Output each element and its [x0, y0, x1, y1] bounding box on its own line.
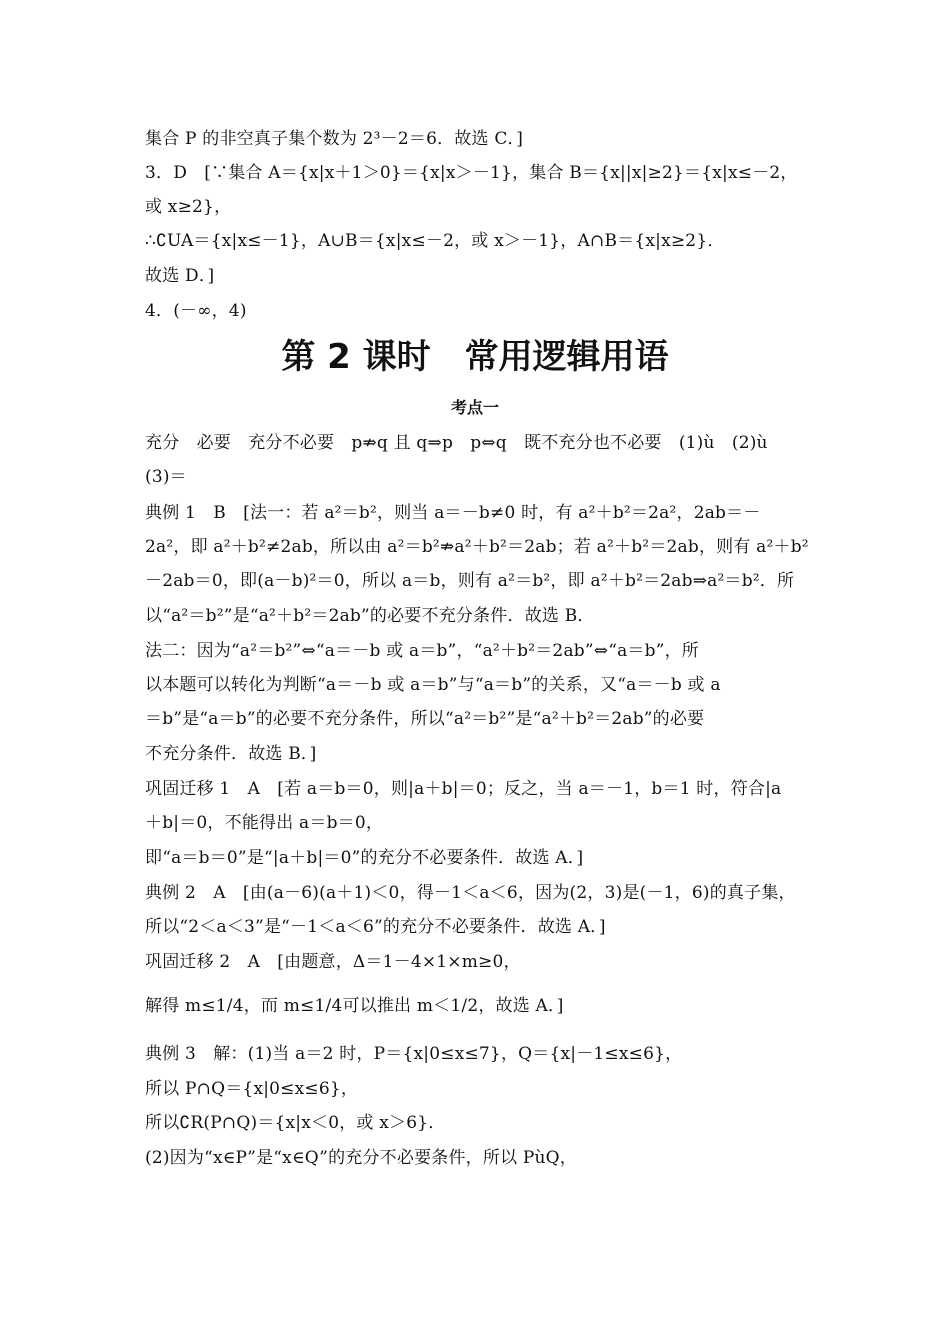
- text-line: 不充分条件．故选 B．]: [145, 744, 317, 764]
- text-line: ＝b”是“a＝b”的必要不充分条件，所以“a²＝b²”是“a²＋b²＝2ab”的必要: [145, 709, 705, 729]
- text-line: 即“a＝b＝0”是“|a＋b|＝0”的充分不必要条件．故选 A．]: [145, 848, 584, 868]
- text-line: 集合 P 的非空真子集个数为 2³－2＝6．故选 C．]: [145, 129, 524, 149]
- text-line: 3．D [∵集合 A＝{x|x＋1＞0}＝{x|x＞－1}，集合 B＝{x||x|≥2}＝{x|x≤－2，: [145, 163, 798, 183]
- text-line: 解得 m≤1/4，而 m≤1/4可以推出 m＜1/2，故选 A．]: [145, 996, 564, 1016]
- text-line: 所以“2＜a＜3”是“－1＜a＜6”的充分不必要条件．故选 A．]: [145, 917, 606, 937]
- text-line: 以“a²＝b²”是“a²＋b²＝2ab”的必要不充分条件．故选 B．: [145, 606, 595, 626]
- text-line: 4．(－∞，4): [145, 301, 247, 321]
- text-line: －2ab＝0，即(a－b)²＝0，所以 a＝b，则有 a²＝b²，即 a²＋b²＝2ab⇒a²＝b²．所: [145, 571, 795, 591]
- text-line: ∴∁UA＝{x|x≤－1}，A∪B＝{x|x≤－2，或 x＞－1}，A∩B＝{x|x≥2}．: [145, 231, 725, 251]
- text-line: 所以 P∩Q＝{x|0≤x≤6}，: [145, 1079, 359, 1099]
- text-line: 故选 D．]: [145, 266, 215, 286]
- text-line: 以本题可以转化为判断“a＝－b 或 a＝b”与“a＝b”的关系，又“a＝－b 或 a: [145, 675, 721, 695]
- text-line: 典例 2 A [由(a－6)(a＋1)＜0，得－1＜a＜6，因为(2，3)是(－1，6)的真子集，: [145, 883, 796, 903]
- text-line: 2a²，即 a²＋b²≠2ab，所以由 a²＝b²⇏a²＋b²＝2ab；若 a²＋b²＝2ab，则有 a²＋b²: [145, 537, 809, 557]
- text-line: 巩固迁移 2 A [由题意，Δ＝1－4×1×m≥0，: [145, 952, 521, 972]
- text-line: 巩固迁移 1 A [若 a＝b＝0，则|a＋b|＝0；反之，当 a＝－1，b＝1 时，符合|a: [145, 779, 782, 799]
- text-line: 充分 必要 充分不必要 p⇏q 且 q⇒p p⇔q 既不充分也不必要 (1)ù (2)ù: [145, 433, 768, 453]
- text-line: ＋b|＝0，不能得出 a＝b＝0，: [145, 813, 384, 833]
- text-line: 典例 1 B [法一：若 a²＝b²，则当 a＝－b≠0 时，有 a²＋b²＝2a²，2ab＝－: [145, 503, 761, 523]
- text-line: (2)因为“x∈P”是“x∈Q”的充分不必要条件，所以 PùQ，: [145, 1148, 578, 1168]
- text-line: 或 x≥2}，: [145, 197, 232, 217]
- text-line: 法二：因为“a²＝b²”⇔“a＝－b 或 a＝b”，“a²＋b²＝2ab”⇔“a＝b”，所: [145, 641, 700, 661]
- lesson-title: 第 2 课时 常用逻辑用语: [281, 337, 669, 377]
- section-heading: 考点一: [450, 398, 499, 417]
- text-line: (3)＝: [145, 467, 187, 487]
- text-line: 所以∁R(P∩Q)＝{x|x＜0，或 x＞6}．: [145, 1113, 446, 1133]
- text-line: 典例 3 解：(1)当 a＝2 时，P＝{x|0≤x≤7}，Q＝{x|－1≤x≤6}，: [145, 1044, 683, 1064]
